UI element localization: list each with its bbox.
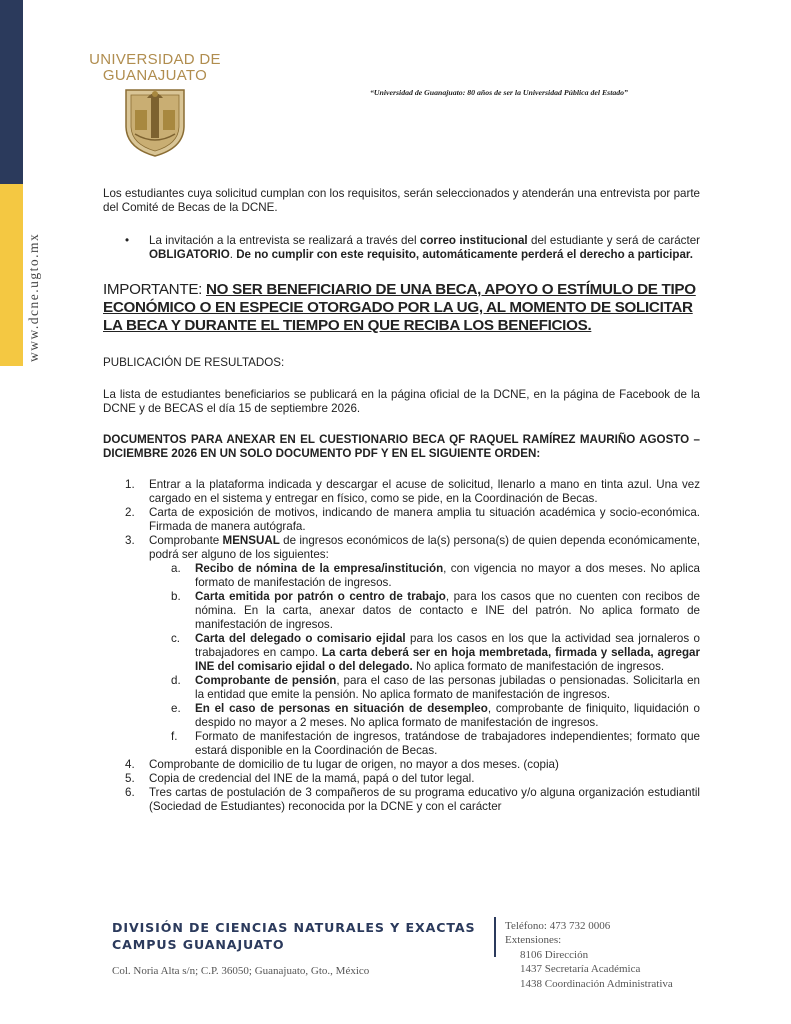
footer-division (112, 919, 476, 953)
bullet-dot: • (125, 234, 130, 247)
documents-heading: DOCUMENTOS PARA ANEXAR EN EL CUESTIONARIO BECA QF RAQUEL RAMÍREZ MAURIÑO AGOSTO – DICIEMBRE 2026 EN UN SOLO DOCUMENTO PDF Y EN EL SIGUIENTE ORDEN: (103, 433, 700, 460)
footer-divider (494, 917, 496, 957)
footer-division-line2: CAMPUS GUANAJUATO (112, 937, 285, 952)
footer-extension: 8106 Dirección (520, 948, 589, 961)
item-text: Carta de exposición de motivos, indicando de manera amplia tu situación académica y socio-económica. Firmada de manera autógrafa. (149, 506, 700, 533)
document-body (103, 187, 700, 814)
item-text: para los casos en los que la actividad sea jornaleros o trabajadores en campo. (195, 632, 700, 659)
item-bold: La carta deberá ser en hoja membretada, firmada y sellada, agregar INE del comisario ejidal o del delegado. (195, 646, 701, 673)
bullet-email: correo institucional (419, 234, 528, 247)
motto: “Universidad de Guanajuato: 80 años de ser la Universidad Pública del Estado” (370, 88, 628, 97)
list-item (103, 758, 700, 772)
item-bold: Carta del delegado o comisario ejidal (195, 632, 406, 645)
footer-extension: 1437 Secretaría Académica (520, 963, 641, 976)
item-text: Tres cartas de postulación de 3 compañeros de su programa educativo y/o alguna organización estudiantil (Sociedad de Estudiantes) reconocida por la DCNE y con el carácter (149, 786, 700, 813)
item-text: , con vigencia no mayor a dos meses. No aplica formato de manifestación de ingresos. (195, 562, 700, 589)
sub-list-item (149, 730, 700, 758)
footer-extension: 1438 Coordinación Administrativa (520, 977, 673, 990)
item-text: Formato de manifestación de ingresos, tratándose de trabajadores independientes; formato que estará disponible en la Coordinación de Becas. (195, 730, 700, 757)
footer-address: Col. Noria Alta s/n; C.P. 36050; Guanajuato, Gto., México (112, 965, 370, 977)
sub-list-letter: e. (171, 702, 181, 715)
footer-division-line1: DIVISIÓN DE CIENCIAS NATURALES Y EXACTAS (112, 920, 476, 935)
bullet-mandatory: OBLIGATORIO (149, 248, 230, 261)
list-number: 4. (125, 758, 135, 771)
interview-bullet (125, 234, 700, 262)
documents-list (103, 478, 700, 814)
sub-list-letter: a. (171, 562, 181, 575)
list-number: 6. (125, 786, 135, 799)
side-url: www.dcne.ugto.mx (26, 232, 41, 362)
item-text: Entrar a la plataforma indicada y descargar el acuse de solicitud, llenarlo a mano en tinta azul. Una vez cargado en el sistema y entregar en físico, como se pide, en la Coordinación de Becas. (149, 478, 700, 505)
sub-list-item (149, 562, 700, 590)
sub-list-letter: d. (171, 674, 181, 687)
item-bold: MENSUAL (222, 534, 280, 547)
item-text: Copia de credencial del INE de la mamá, papá o del tutor legal. (149, 772, 475, 785)
sub-list-letter: f. (171, 730, 178, 743)
side-bar-yellow (0, 184, 23, 366)
list-number: 1. (125, 478, 135, 491)
sub-list-letter: b. (171, 590, 181, 603)
list-item (103, 772, 700, 786)
footer-phone: Teléfono: 473 732 0006 (505, 920, 611, 932)
list-item (103, 506, 700, 534)
results-paragraph: La lista de estudiantes beneficiarios se publicará en la página oficial de la DCNE, en la página de Facebook de la DCNE y de BECAS el día 15 de septiembre 2026. (103, 388, 700, 415)
item-text: No aplica formato de manifestación de ingresos. (412, 660, 665, 673)
bullet-warning: De no cumplir con este requisito, automáticamente perderá el derecho a participar. (236, 248, 693, 261)
list-number: 5. (125, 772, 135, 785)
footer-extensions-label: Extensiones: (505, 934, 562, 947)
sub-list-item (149, 632, 700, 674)
intro-paragraph: Los estudiantes cuya solicitud cumplan con los requisitos, serán seleccionados y atenderán una entrevista por parte del Comité de Becas de la DCNE. (103, 187, 700, 214)
list-number: 2. (125, 506, 135, 519)
item-bold: Comprobante de pensión (195, 674, 337, 687)
university-seal-icon (120, 86, 190, 158)
list-item (103, 478, 700, 506)
sub-list-item (149, 590, 700, 632)
item-text: Comprobante (149, 534, 223, 547)
university-name-line2: GUANAJUATO (102, 67, 208, 84)
bullet-text-a: La invitación a la entrevista se realizará a través del (149, 234, 420, 247)
important-label: IMPORTANTE: (103, 281, 207, 298)
sub-list-letter: c. (171, 632, 181, 645)
important-notice (103, 281, 700, 335)
important-text: NO SER BENEFICIARIO DE UNA BECA, APOYO O ESTÍMULO DE TIPO ECONÓMICO O EN ESPECIE OTORGADO POR LA UG, AL MOMENTO DE SOLICITAR LA BECA Y DURANTE EL TIEMPO EN QUE RECIBA LOS BENEFICIOS. (103, 281, 696, 334)
side-bar-navy (0, 0, 23, 184)
item-bold: Recibo de nómina de la empresa/institución (195, 562, 444, 575)
item-text: , para el caso de las personas jubiladas o pensionadas. Solicitarla en la entidad que emite la pensión. No aplica formato de manifestación de ingresos. (195, 674, 701, 701)
sub-list-item (149, 674, 700, 702)
item-text: Comprobante de domicilio de tu lugar de origen, no mayor a dos meses. (copia) (149, 758, 559, 771)
item-bold: En el caso de personas en situación de desempleo (195, 702, 488, 715)
list-item (103, 534, 700, 758)
sub-list-item (149, 702, 700, 730)
bullet-text-c: del estudiante y será de carácter (527, 234, 700, 247)
list-number: 3. (125, 534, 135, 547)
list-item (103, 786, 700, 814)
item-text: , para los casos que no cuenten con recibos de nómina. En la carta, anexar datos de contacto e INE del patrón. No aplica formato de manifestación de ingresos. (195, 590, 701, 631)
item-bold: Carta emitida por patrón o centro de trabajo (195, 590, 446, 603)
results-heading: PUBLICACIÓN DE RESULTADOS: (103, 356, 285, 369)
item-text: de ingresos económicos de la(s) persona(s) de quien dependa económicamente, podrá ser alguno de los siguientes: (149, 534, 700, 561)
bullet-text-e: . (229, 248, 237, 261)
footer-contact (505, 919, 673, 991)
item-text: , comprobante de finiquito, liquidación o despido no mayor a 2 meses. No aplica formato de manifestación de ingresos. (195, 702, 701, 729)
university-name-line1: UNIVERSIDAD DE (89, 51, 221, 68)
income-options-list (149, 562, 700, 758)
university-name (88, 52, 222, 84)
